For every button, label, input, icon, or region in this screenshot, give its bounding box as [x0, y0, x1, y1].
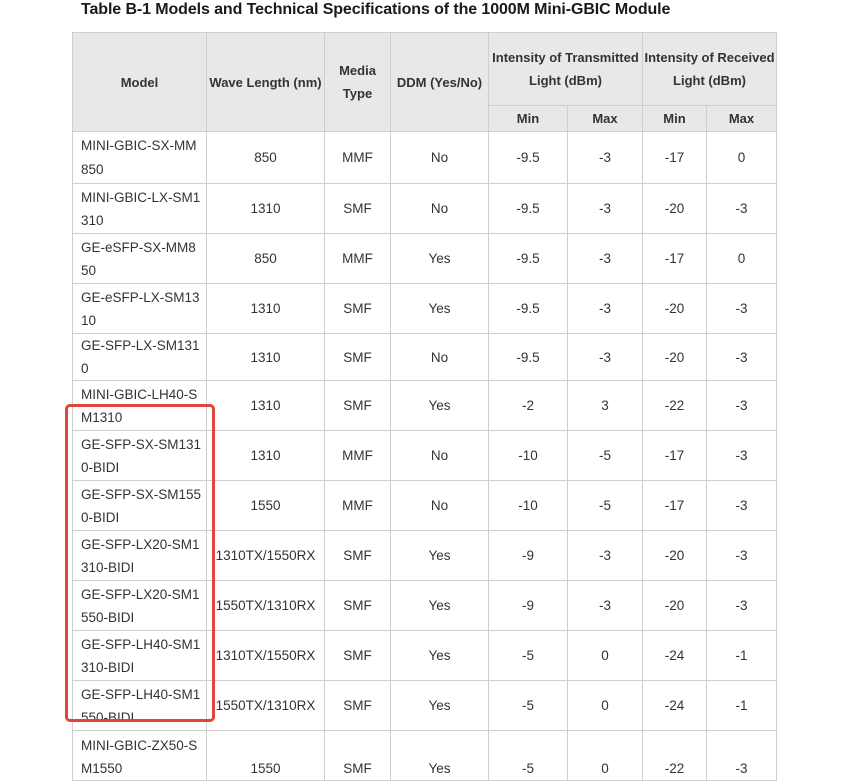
media-type-cell: MMF [325, 234, 391, 284]
rx-min-cell: -17 [643, 481, 707, 531]
media-type-cell: SMF [325, 581, 391, 631]
rx-max-cell: 0 [707, 132, 777, 184]
tx-max-cell: 0 [568, 731, 643, 781]
ddm-cell: Yes [391, 631, 489, 681]
ddm-cell: Yes [391, 581, 489, 631]
ddm-cell: No [391, 132, 489, 184]
ddm-cell: Yes [391, 531, 489, 581]
rx-min-cell: -20 [643, 334, 707, 381]
header-rx-intensity: Intensity of Received Light (dBm) [643, 33, 777, 106]
rx-min-cell: -22 [643, 731, 707, 781]
tx-min-cell: -5 [489, 731, 568, 781]
wave-length-cell: 1310 [207, 284, 325, 334]
header-tx-min: Min [489, 106, 568, 132]
tx-min-cell: -9 [489, 531, 568, 581]
bidi-models-highlight [65, 404, 215, 722]
header-ddm: DDM (Yes/No) [391, 33, 489, 132]
ddm-cell: Yes [391, 731, 489, 781]
wave-length-cell: 1310 [207, 184, 325, 234]
wave-length-cell: 1550 [207, 481, 325, 531]
wave-length-cell: 1310 [207, 381, 325, 431]
tx-max-cell: 3 [568, 381, 643, 431]
media-type-cell: SMF [325, 284, 391, 334]
tx-min-cell: -5 [489, 631, 568, 681]
model-cell: GE-SFP-LH40-SM1310-BIDI [73, 631, 207, 681]
rx-min-cell: -20 [643, 531, 707, 581]
rx-min-cell: -24 [643, 631, 707, 681]
wave-length-cell: 1310 [207, 431, 325, 481]
ddm-cell: No [391, 481, 489, 531]
rx-min-cell: -17 [643, 234, 707, 284]
model-cell: GE-SFP-SX-SM1550-BIDI [73, 481, 207, 531]
rx-max-cell: -3 [707, 284, 777, 334]
tx-max-cell: -3 [568, 531, 643, 581]
media-type-cell: SMF [325, 334, 391, 381]
model-cell: GE-SFP-LH40-SM1550-BIDI [73, 681, 207, 731]
rx-max-cell: -1 [707, 631, 777, 681]
rx-max-cell: -3 [707, 431, 777, 481]
tx-max-cell: -3 [568, 234, 643, 284]
wave-length-cell: 850 [207, 132, 325, 184]
media-type-cell: SMF [325, 731, 391, 781]
header-wave-length: Wave Length (nm) [207, 33, 325, 132]
model-cell: GE-SFP-SX-SM1310-BIDI [73, 431, 207, 481]
rx-min-cell: -22 [643, 381, 707, 431]
model-cell: MINI-GBIC-LH40-SM1310 [73, 381, 207, 431]
rx-min-cell: -17 [643, 132, 707, 184]
tx-max-cell: -3 [568, 184, 643, 234]
tx-min-cell: -10 [489, 431, 568, 481]
model-cell: GE-SFP-LX20-SM1310-BIDI [73, 531, 207, 581]
ddm-cell: Yes [391, 284, 489, 334]
tx-min-cell: -9.5 [489, 234, 568, 284]
tx-min-cell: -9.5 [489, 284, 568, 334]
table-row [73, 184, 777, 234]
rx-max-cell: -3 [707, 381, 777, 431]
header-tx-max: Max [568, 106, 643, 132]
media-type-cell: MMF [325, 132, 391, 184]
tx-min-cell: -2 [489, 381, 568, 431]
media-type-cell: SMF [325, 631, 391, 681]
media-type-cell: MMF [325, 481, 391, 531]
header-media-type: Media Type [325, 33, 391, 132]
rx-min-cell: -20 [643, 581, 707, 631]
ddm-cell: Yes [391, 234, 489, 284]
tx-max-cell: -3 [568, 132, 643, 184]
table-row [73, 731, 777, 781]
tx-min-cell: -9.5 [489, 334, 568, 381]
rx-max-cell: -3 [707, 731, 777, 781]
wave-length-cell: 850 [207, 234, 325, 284]
wave-length-cell: 1310TX/1550RX [207, 531, 325, 581]
model-cell: MINI-GBIC-LX-SM1310 [73, 184, 207, 234]
model-cell: GE-SFP-LX-SM1310 [73, 334, 207, 381]
table-row [73, 334, 777, 381]
rx-max-cell: -1 [707, 681, 777, 731]
tx-max-cell: -3 [568, 581, 643, 631]
header-rx-min: Min [643, 106, 707, 132]
table-row [73, 284, 777, 334]
model-cell: MINI-GBIC-ZX50-SM1550 [73, 731, 207, 781]
tx-max-cell: -3 [568, 284, 643, 334]
rx-max-cell: -3 [707, 334, 777, 381]
table-row [73, 132, 777, 184]
tx-min-cell: -9 [489, 581, 568, 631]
wave-length-cell: 1310 [207, 334, 325, 381]
rx-max-cell: -3 [707, 184, 777, 234]
media-type-cell: SMF [325, 184, 391, 234]
rx-min-cell: -17 [643, 431, 707, 481]
tx-max-cell: -5 [568, 431, 643, 481]
ddm-cell: No [391, 431, 489, 481]
media-type-cell: SMF [325, 531, 391, 581]
tx-max-cell: -3 [568, 334, 643, 381]
ddm-cell: No [391, 184, 489, 234]
rx-max-cell: -3 [707, 481, 777, 531]
wave-length-cell: 1550TX/1310RX [207, 581, 325, 631]
tx-min-cell: -9.5 [489, 132, 568, 184]
model-cell: GE-eSFP-SX-MM850 [73, 234, 207, 284]
media-type-cell: MMF [325, 431, 391, 481]
rx-min-cell: -20 [643, 284, 707, 334]
model-cell: GE-eSFP-LX-SM1310 [73, 284, 207, 334]
table-caption: Table B-1 Models and Technical Specifications of the 1000M Mini-GBIC Module [81, 1, 671, 18]
tx-min-cell: -5 [489, 681, 568, 731]
wave-length-cell: 1310TX/1550RX [207, 631, 325, 681]
wave-length-cell: 1550 [207, 731, 325, 781]
rx-min-cell: -24 [643, 681, 707, 731]
media-type-cell: SMF [325, 381, 391, 431]
ddm-cell: Yes [391, 381, 489, 431]
rx-max-cell: 0 [707, 234, 777, 284]
tx-min-cell: -10 [489, 481, 568, 531]
rx-max-cell: -3 [707, 531, 777, 581]
tx-max-cell: 0 [568, 681, 643, 731]
rx-max-cell: -3 [707, 581, 777, 631]
ddm-cell: No [391, 334, 489, 381]
tx-max-cell: 0 [568, 631, 643, 681]
header-model: Model [73, 33, 207, 132]
ddm-cell: Yes [391, 681, 489, 731]
model-cell: MINI-GBIC-SX-MM850 [73, 132, 207, 184]
header-rx-max: Max [707, 106, 777, 132]
wave-length-cell: 1550TX/1310RX [207, 681, 325, 731]
tx-min-cell: -9.5 [489, 184, 568, 234]
table-row [73, 234, 777, 284]
rx-min-cell: -20 [643, 184, 707, 234]
tx-max-cell: -5 [568, 481, 643, 531]
media-type-cell: SMF [325, 681, 391, 731]
model-cell: GE-SFP-LX20-SM1550-BIDI [73, 581, 207, 631]
header-tx-intensity: Intensity of Transmitted Light (dBm) [489, 33, 643, 106]
